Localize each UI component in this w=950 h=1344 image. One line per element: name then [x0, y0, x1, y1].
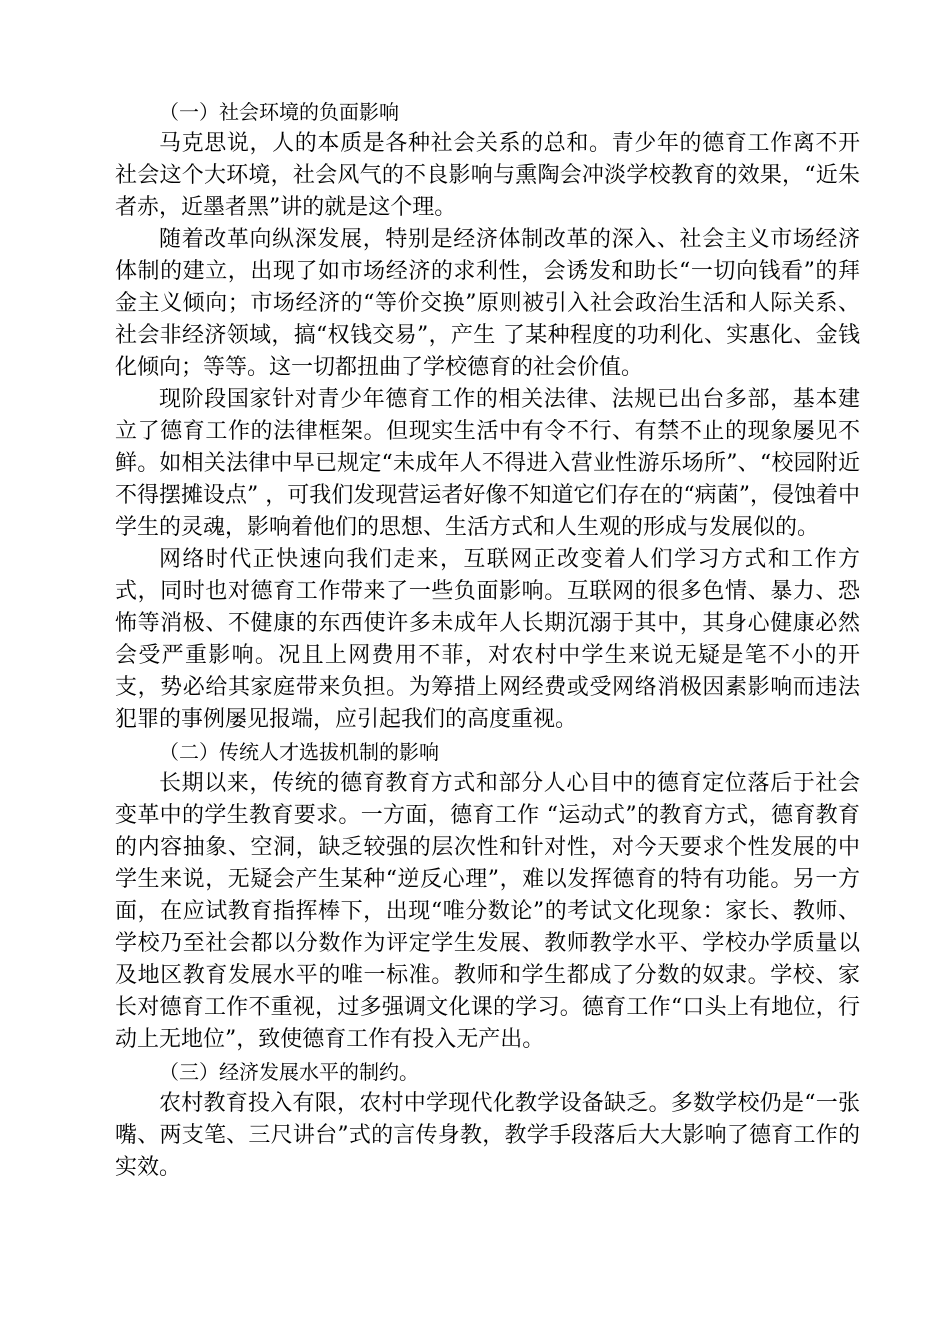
section-heading-1: （一）社会环境的负面影响: [159, 100, 399, 124]
section-heading-2: （二）传统人才选拔机制的影响: [159, 740, 439, 764]
paragraph: 随着改革向纵深发展，特别是经济体制改革的深入、社会主义市场经济体制的建立，出现了如市场经济的求利性，会诱发和助长“一切向钱看”的拜金主义倾向；市场经济的“等价交换”原则被引入社会政治生活和人际关系、社会非经济领域，搞“权钱交易”，产生 了某种程度的功利化、实惠化、金钱化倾向；等等。这一切都扭曲了学校德育的社会价值。: [115, 227, 860, 380]
paragraph: 农村教育投入有限，农村中学现代化教学设备缺乏。多数学校仍是“一张嘴、两支笔、三尺讲台”式的言传身教，教学手段落后大大影响了德育工作的实效。: [115, 1091, 860, 1180]
paragraph: 现阶段国家针对青少年德育工作的相关法律、法规已出台多部，基本建立了德育工作的法律框架。但现实生活中有令不行、有禁不止的现象屡见不鲜。如相关法律中早已规定“未成年人不得进入营业性游乐场所”、“校园附近不得摆摊设点” ，可我们发现营运者好像不知道它们存在的“病菌”，侵蚀着中学生的灵魂，影响着他们的思想、生活方式和人生观的形成与发展似的。: [115, 387, 860, 540]
document-body: [115, 96, 860, 1184]
section-heading-3: （三）经济发展水平的制约。: [159, 1060, 419, 1084]
paragraph: 马克思说，人的本质是各种社会关系的总和。青少年的德育工作离不开社会这个大环境，社会风气的不良影响与熏陶会冲淡学校教育的效果，“近朱者赤，近墨者黑”讲的就是这个理。: [115, 131, 860, 220]
paragraph: 长期以来，传统的德育教育方式和部分人心目中的德育定位落后于社会变革中的学生教育要求。一方面，德育工作 “运动式”的教育方式，德育教育的内容抽象、空洞，缺乏较强的层次性和针对性，对今天要求个性发展的中学生来说，无疑会产生某种“逆反心理”，难以发挥德育的特有功能。另一方面，在应试教育指挥棒下，出现“唯分数论”的考试文化现象：家长、教师、学校乃至社会都以分数作为评定学生发展、教师教学水平、学校办学质量以及地区教育发展水平的唯一标准。教师和学生都成了分数的奴隶。学校、家长对德育工作不重视，过多强调文化课的学习。德育工作“口头上有地位，行动上无地位”，致使德育工作有投入无产出。: [115, 771, 860, 1052]
paragraph: 网络时代正快速向我们走来，互联网正改变着人们学习方式和工作方式，同时也对德育工作带来了一些负面影响。互联网的很多色情、暴力、恐怖等消极、不健康的东西使许多未成年人长期沉溺于其中，其身心健康必然会受严重影响。况且上网费用不菲，对农村中学生来说无疑是笔不小的开支，势必给其家庭带来负担。为筹措上网经费或受网络消极因素影响而违法犯罪的事例屡见报端，应引起我们的高度重视。: [115, 547, 860, 732]
